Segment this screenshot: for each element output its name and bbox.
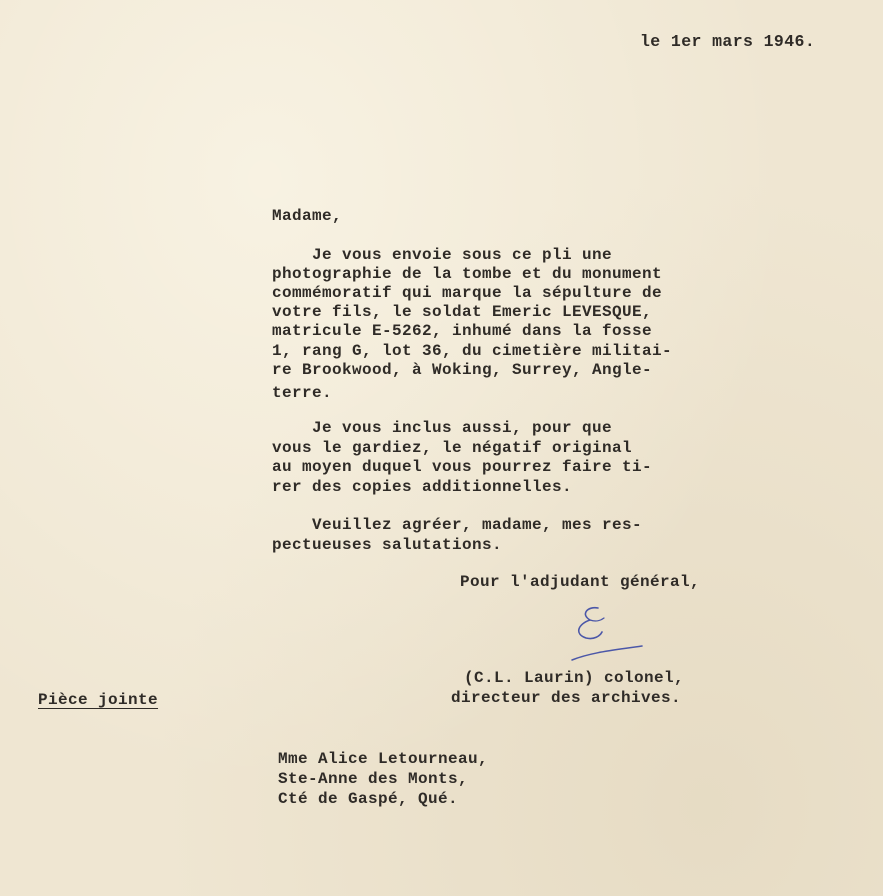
paragraph3-line: pectueuses salutations. bbox=[272, 536, 503, 554]
paragraph1-line: matricule E-5262, inhumé dans la fosse bbox=[272, 322, 653, 340]
paragraph1-line: Je vous envoie sous ce pli une bbox=[272, 246, 613, 264]
paragraph1-line: votre fils, le soldat Emeric LEVESQUE, bbox=[272, 303, 653, 321]
paragraph2-line: vous le gardiez, le négatif original bbox=[272, 439, 633, 457]
recipient-line: Cté de Gaspé, Qué. bbox=[278, 790, 459, 808]
paragraph3-line: Veuillez agréer, madame, mes res- bbox=[272, 516, 643, 534]
handwritten-signature bbox=[568, 600, 644, 664]
paragraph1-line: re Brookwood, à Woking, Surrey, Angle- bbox=[272, 361, 653, 379]
letter-date: le 1er mars 1946. bbox=[640, 32, 816, 51]
paragraph1-line: commémoratif qui marque la sépulture de bbox=[272, 284, 663, 302]
paragraph1-line: photographie de la tombe et du monument bbox=[272, 265, 663, 283]
salutation: Madame, bbox=[272, 207, 343, 225]
enclosure-note: Pièce jointe bbox=[38, 691, 159, 709]
signer-title: directeur des archives. bbox=[451, 689, 682, 707]
paragraph1-line: terre. bbox=[272, 384, 333, 402]
paragraph1-line: 1, rang G, lot 36, du cimetière militai- bbox=[272, 342, 673, 360]
recipient-line: Mme Alice Letourneau, bbox=[278, 750, 489, 768]
recipient-line: Ste-Anne des Monts, bbox=[278, 770, 469, 788]
closing-line: Pour l'adjudant général, bbox=[460, 573, 701, 591]
signer-name: (C.L. Laurin) colonel, bbox=[464, 669, 685, 687]
paragraph2-line: rer des copies additionnelles. bbox=[272, 478, 573, 496]
paragraph2-line: au moyen duquel vous pourrez faire ti- bbox=[272, 458, 653, 476]
paragraph2-line: Je vous inclus aussi, pour que bbox=[272, 419, 613, 437]
